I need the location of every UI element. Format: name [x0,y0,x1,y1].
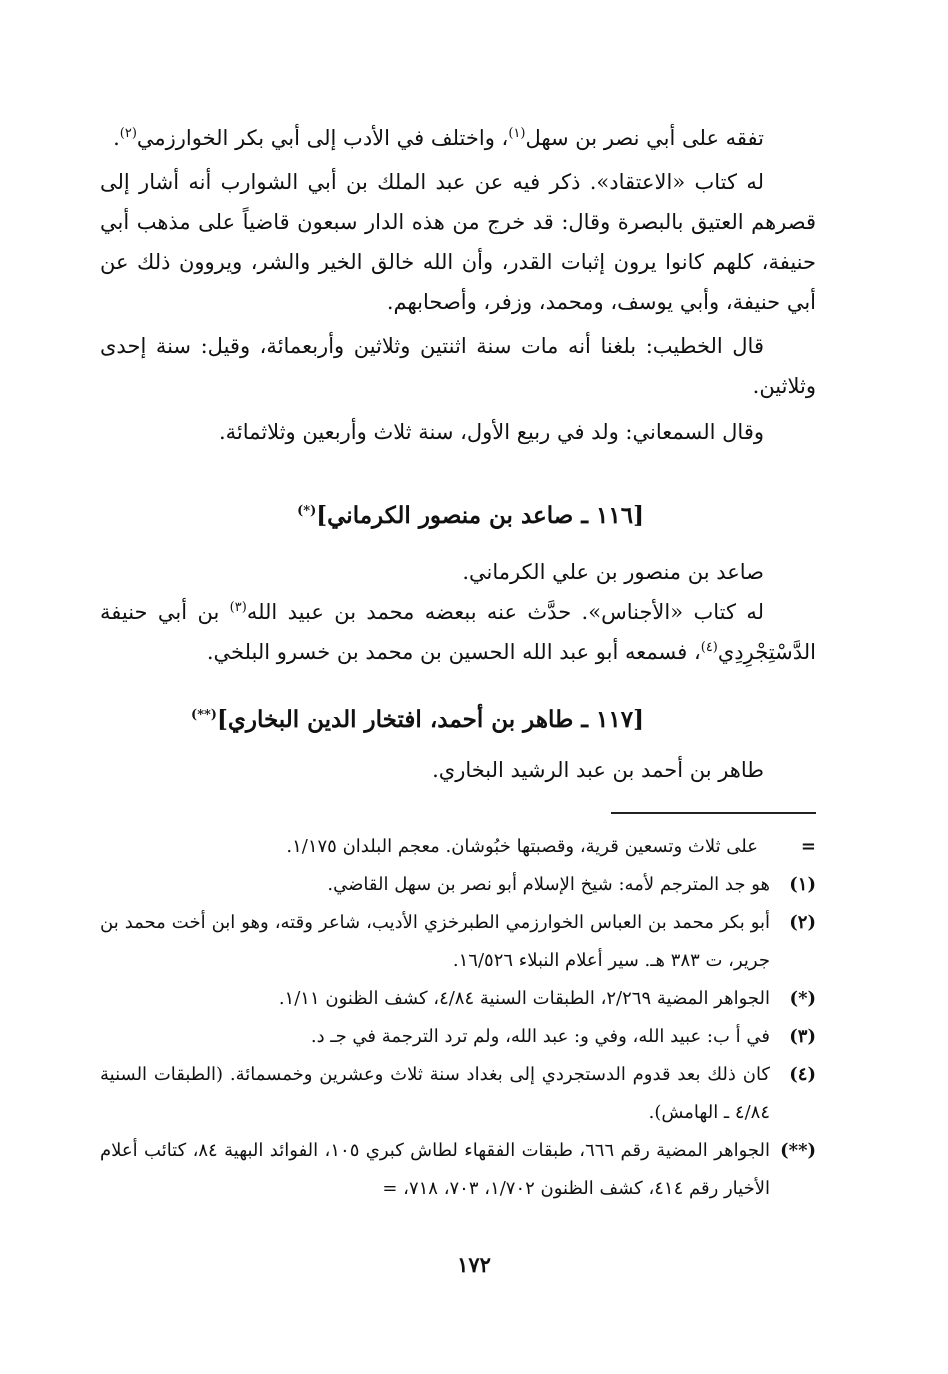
paragraph-text: له كتاب «الأجناس». حدَّث عنه ببعضه محمد بن عبيد الله [246,600,764,624]
entry-117-name: طاهر بن أحمد بن عبد الرشيد البخاري. [432,758,764,782]
entry-116-book [100,592,816,672]
footnote-text: في أ ب: عبيد الله، وفي و: عبد الله، ولم ترد الترجمة في جـ د. [310,1026,770,1047]
book-page [100,118,816,1208]
footnote-ref-3: (٣) [229,600,247,615]
footnote-text: الجواهر المضية ٢/٢٦٩، الطبقات السنية ٤/٨٤، كشف الظنون ١/١١. [278,988,770,1009]
footnote-double-star [100,1132,816,1208]
paragraph-samani: وقال السمعاني: ولد في ربيع الأول، سنة ثلاث وأربعين وثلاثمائة. [219,420,764,444]
entry-116-heading [100,496,816,536]
footnote-mark: = [800,836,816,857]
footnote-ref-double-star: (**) [191,707,217,723]
paragraph-teachers [100,118,816,158]
footnote-4 [100,1056,816,1132]
footnote-ref-1: (١) [508,126,526,141]
entry-116-title: [١١٦ ـ صاعد بن منصور الكرماني] [316,502,644,529]
page-number: ١٧٢ [457,1252,491,1277]
footnote-ref-4: (٤) [700,640,718,655]
paragraph-text: ، واختلف في الأدب إلى أبي بكر الخوارزمي [136,126,509,150]
footnote-1 [100,866,816,904]
footnote-text: الجواهر المضية رقم ٦٦٦، طبقات الفقهاء لطاش كبري ١٠٥، الفوائد البهية ٨٤، كتائب أعلام الأخيار رقم ٤١٤، كشف الظنون ١/٧٠٢، ٧٠٣، ٧١٨، = [100,1140,770,1199]
footnote-ref-star: (*) [297,503,317,519]
paragraph-text: ، فسمعه أبو عبد الله الحسين بن محمد بن خسرو البلخي. [206,640,701,664]
footnote-mark: (**) [780,1140,816,1161]
paragraph-text: تفقه على أبي نصر بن سهل [525,126,764,150]
paragraph-text: . [113,126,120,150]
footnotes [100,828,816,1208]
footnote-text: أبو بكر محمد بن العباس الخوارزمي الطبرخزي الأديب، شاعر وقته، وهو ابن أخت محمد بن جرير، ت ٣٨٣ هـ. سير أعلام النبلاء ١٦/٥٢٦. [100,912,770,971]
footnote-mark: (٣) [789,1026,816,1047]
footnote-star [100,980,816,1018]
footnote-text: على ثلاث وتسعين قرية، وقصبتها خبُوشان. معجم البلدان ١/١٧٥. [286,836,758,857]
footnote-2 [100,904,816,980]
footnote-text: كان ذلك بعد قدوم الدستجردي إلى بغداد سنة ثلاث وعشرين وخمسمائة. (الطبقات السنية ٤/٨٤ ـ الهامش). [100,1064,770,1123]
footnote-continuation [100,828,816,866]
paragraph-book-itiqad: له كتاب «الاعتقاد». ذكر فيه عن عبد الملك بن أبي الشوارب أنه أشار إلى قصرهم العتيق بالبصرة وقال: قد خرج من هذه الدار سبعون قاضياً على مذهب أبي حنيفة، كلهم كانوا يرون إثبات القدر، وأن الله خالق الخير والشر، ويروون ذلك عن أبي حنيفة، وأبي يوسف، ومحمد، وزفر، وأصحابهم. [100,170,816,314]
paragraph-text: بن أبي حنيفة الدَّسْتِجْرِدِي [100,600,816,664]
entry-117-heading [100,700,816,740]
entry-116-name: صاعد بن منصور بن علي الكرماني. [462,560,764,584]
footnote-mark: (٤) [789,1064,816,1085]
footnote-mark: (٢) [789,912,816,933]
footnote-text: هو جد المترجم لأمه: شيخ الإسلام أبو نصر بن سهل القاضي. [327,874,770,895]
entry-117-title: [١١٧ ـ طاهر بن أحمد، افتخار الدين البخاري] [216,706,644,733]
footnote-ref-2: (٢) [119,126,137,141]
footnote-mark: (*) [789,988,816,1009]
paragraph-khatib: قال الخطيب: بلغنا أنه مات سنة اثنتين وثلاثين وأربعمائة، وقيل: سنة إحدى وثلاثين. [100,334,816,398]
footnote-mark: (١) [789,874,816,895]
footnote-separator [611,812,816,814]
footnote-3 [100,1018,816,1056]
